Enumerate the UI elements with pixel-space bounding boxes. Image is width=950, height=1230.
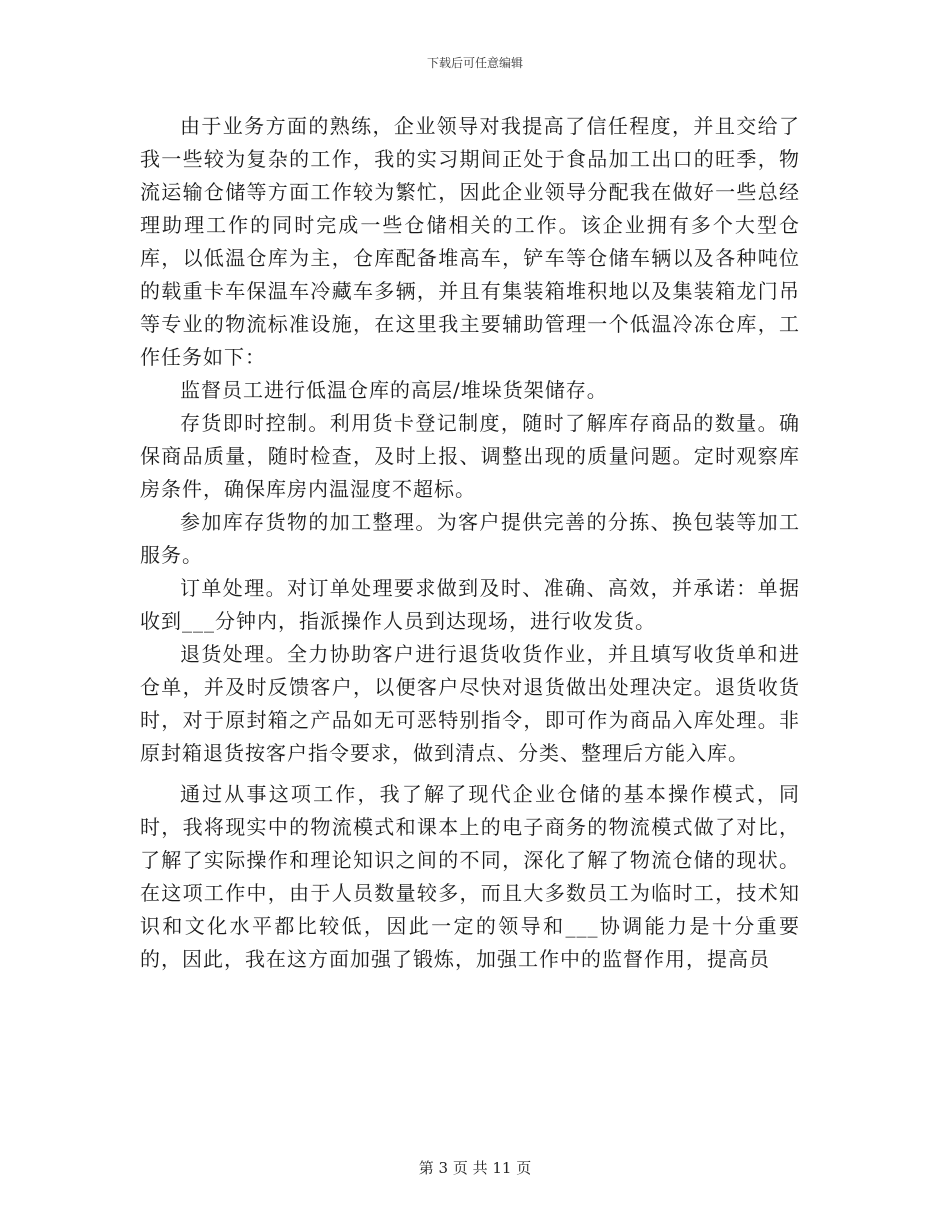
- page-header: 下载后可任意编辑: [426, 56, 523, 70]
- paragraph-4: 参加库存货物的加工整理。为客户提供完善的分拣、换包装等加工服务。: [140, 510, 800, 567]
- paragraph-1: 由于业务方面的熟练，企业领导对我提高了信任程度，并且交给了我一些较为复杂的工作，我的实习期间正处于食品加工出口的旺季，物流运输仓储等方面工作较为繁忙，因此企业领导分配我在做好一些总经理助理工作的同时完成一些仓储相关的工作。该企业拥有多个大型仓库，以低温仓库为主，仓库配备堆高车，铲车等仓储车辆以及各种吨位的载重卡车保温车冷藏车多辆，并且有集装箱堆积地以及集装箱龙门吊等专业的物流标准设施，在这里我主要辅助管理一个低温冷冻仓库，工作任务如下：: [140, 114, 800, 369]
- document-body: [140, 110, 800, 976]
- paragraph-3: 存货即时控制。利用货卡登记制度，随时了解库存商品的数量。确保商品质量，随时检查，及时上报、调整出现的质量问题。定时观察库房条件，确保库房内温湿度不超标。: [140, 411, 800, 501]
- paragraph-2: 监督员工进行低温仓库的高层/堆垛货架储存。: [180, 378, 608, 402]
- paragraph-7: 通过从事这项工作，我了解了现代企业仓储的基本操作模式，同时，我将现实中的物流模式和课本上的电子商务的物流模式做了对比，了解了实际操作和理论知识之间的不同，深化了解了物流仓储的现状。在这项工作中，由于人员数量较多，而且大多数员工为临时工，技术知识和文化水平都比较低，因此一定的领导和___协调能力是十分重要的，因此，我在这方面加强了锻炼，加强工作中的监督作用，提高员: [140, 782, 800, 971]
- page-footer: 第 3 页 共 11 页: [418, 1159, 532, 1177]
- paragraph-5: 订单处理。对订单处理要求做到及时、准确、高效，并承诺：单据收到___分钟内，指派操作人员到达现场，进行收发货。: [140, 576, 800, 633]
- paragraph-6: 退货处理。全力协助客户进行退货收货作业，并且填写收货单和进仓单，并及时反馈客户，以便客户尽快对退货做出处理决定。退货收货时，对于原封箱之产品如无可恶特别指令，即可作为商品入库处理。非原封箱退货按客户指令要求，做到清点、分类、整理后方能入库。: [140, 642, 800, 765]
